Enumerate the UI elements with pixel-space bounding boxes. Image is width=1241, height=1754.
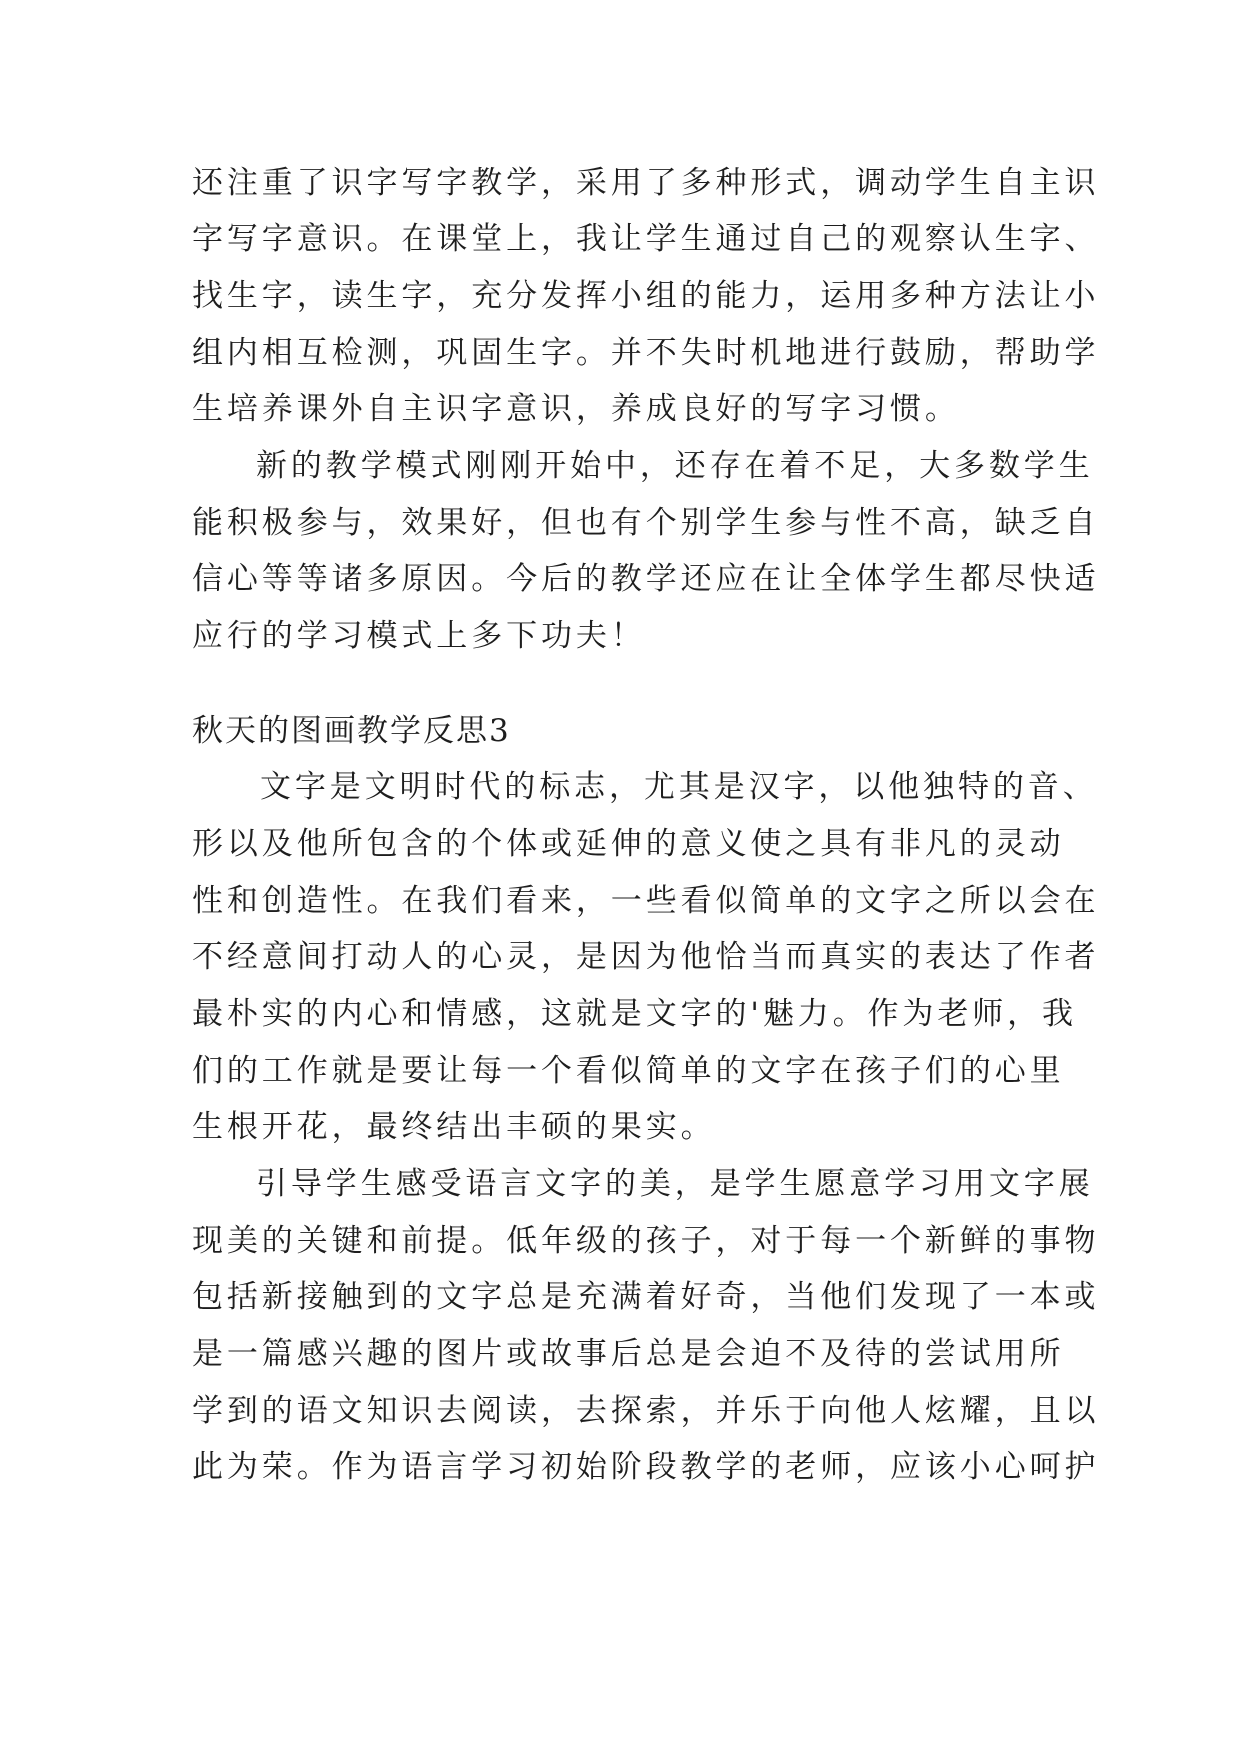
text-line: 最朴实的内心和情感，这就是文字的'魅力。作为老师，我	[192, 996, 1077, 1032]
text-line: 引导学生感受语言文字的美，是学生愿意学习用文字展	[256, 1166, 1094, 1202]
text-line: 现美的关键和前提。低年级的孩子，对于每一个新鲜的事物	[192, 1223, 1100, 1259]
text-line: 包括新接触到的文字总是充满着好奇，当他们发现了一本或	[192, 1279, 1100, 1315]
text-line: 不经意间打动人的心灵，是因为他恰当而真实的表达了作者	[192, 939, 1100, 975]
text-line: 还注重了识字写字教学，采用了多种形式，调动学生自主识	[192, 165, 1100, 201]
text-line: 找生字，读生字，充分发挥小组的能力，运用多种方法让小	[192, 278, 1100, 314]
text-line: 生根开花，最终结出丰硕的果实。	[192, 1109, 716, 1145]
text-line: 学到的语文知识去阅读，去探索，并乐于向他人炫耀，且以	[192, 1393, 1100, 1429]
text-line: 们的工作就是要让每一个看似简单的文字在孩子们的心里	[192, 1053, 1065, 1089]
text-line: 能积极参与，效果好，但也有个别学生参与性不高，缺乏自	[192, 505, 1100, 541]
text-line: 新的教学模式刚刚开始中，还存在着不足，大多数学生	[256, 448, 1094, 484]
text-line: 是一篇感兴趣的图片或故事后总是会迫不及待的尝试用所	[192, 1336, 1065, 1372]
text-line: 性和创造性。在我们看来，一些看似简单的文字之所以会在	[192, 883, 1100, 919]
text-line: 此为荣。作为语言学习初始阶段教学的老师，应该小心呵护	[192, 1449, 1100, 1485]
text-line: 字写字意识。在课堂上，我让学生通过自己的观察认生字、	[192, 221, 1100, 257]
text-line: 信心等等诸多原因。今后的教学还应在让全体学生都尽快适	[192, 561, 1100, 597]
text-line: 应行的学习模式上多下功夫！	[192, 618, 646, 654]
section-heading: 秋天的图画教学反思3	[192, 713, 511, 749]
text-line: 生培养课外自主识字意识，养成良好的写字习惯。	[192, 391, 960, 427]
text-line: 组内相互检测，巩固生字。并不失时机地进行鼓励，帮助学	[192, 335, 1100, 371]
text-line: 形以及他所包含的个体或延伸的意义使之具有非凡的灵动	[192, 826, 1065, 862]
text-line: 文字是文明时代的标志，尤其是汉字，以他独特的音、	[260, 769, 1098, 805]
